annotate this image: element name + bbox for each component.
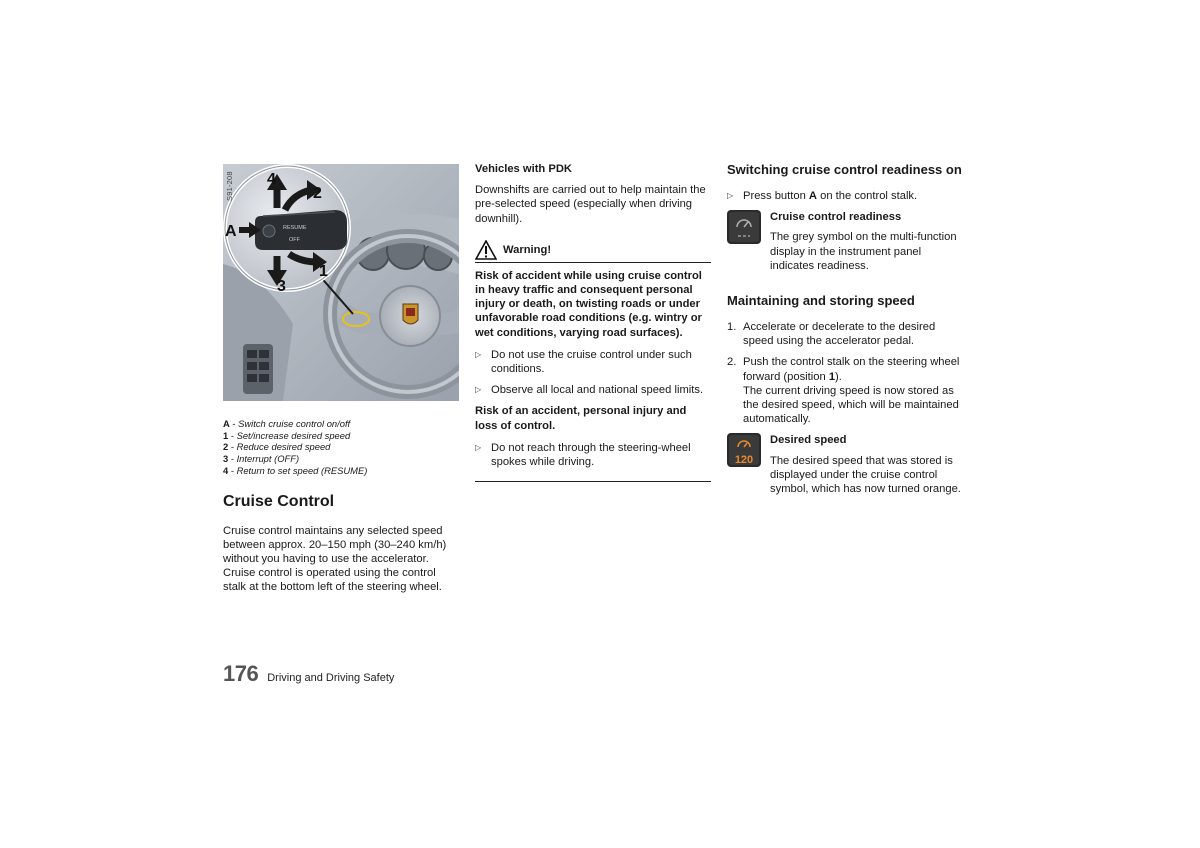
figure-label-1: 1 — [319, 263, 328, 280]
triangle-bullet-icon: ▷ — [475, 349, 482, 359]
triangle-bullet-icon: ▷ — [475, 385, 482, 395]
cruise-control-stalk-figure — [223, 164, 459, 401]
legend-item: A - Switch cruise control on/off — [223, 418, 351, 429]
desired-speed-title: Desired speed — [770, 434, 847, 447]
warning-box — [475, 269, 711, 482]
right-column — [727, 162, 963, 506]
risk-text-2: Risk of an accident, personal injury and loss of control. — [475, 405, 687, 432]
legend-item: 3 - Interrupt (OFF) — [223, 453, 300, 465]
readiness-info — [727, 210, 963, 273]
figure-label-4: 4 — [267, 171, 276, 188]
pdk-paragraph: Downshifts are carried out to help maintain the pre-selected speed (especially when driving downhill). — [475, 184, 706, 225]
readiness-title: Cruise control readiness — [770, 211, 902, 224]
warning-bullet: ▷ Do not reach through the steering-wheel spokes while driving. — [475, 441, 691, 469]
stalk-resume-text: RESUME — [283, 225, 307, 231]
page-footer — [223, 661, 394, 687]
legend-item: 2 - Reduce desired speed — [223, 441, 331, 453]
warning-label: Warning! — [503, 243, 552, 256]
warning-bullet: ▷ Do not use the cruise control under such conditions. — [475, 348, 692, 376]
left-column — [223, 164, 459, 595]
pdk-subheading: Vehicles with PDK — [475, 163, 572, 175]
step-item: 2. Push the control stalk on the steering wheel forward (position 1). The current driving speed is now stored as the desired speed, which will be maintained automatically. — [727, 356, 960, 426]
figure-label-a: A — [225, 223, 237, 240]
readiness-heading: Switching cruise control readiness on — [727, 162, 962, 177]
stalk-off-text: OFF — [289, 237, 300, 243]
stalk-illustration — [223, 164, 459, 401]
warning-header — [475, 240, 711, 263]
page-title: Cruise Control — [223, 492, 335, 510]
page-number: 176 — [223, 661, 259, 686]
warning-icon — [475, 240, 497, 260]
warning-bullet: ▷ Observe all local and national speed limits. — [475, 384, 704, 397]
cruise-readiness-grey-icon — [727, 210, 761, 244]
triangle-bullet-icon: ▷ — [475, 442, 482, 452]
desired-speed-value: 120 — [734, 454, 754, 467]
legend-item: 4 - Return to set speed (RESUME) — [223, 464, 368, 476]
legend-item: 1 - Set/increase desired speed — [223, 429, 351, 441]
intro-paragraph: Cruise control maintains any selected speed between approx. 20–150 mph (30–240 km/h) without you having to use the accelerator. Cruise control is operated using the control stalk at the bottom left of the steering wheel. — [223, 524, 447, 594]
figure-label-2: 2 — [313, 185, 322, 202]
desired-speed-text: The desired speed that was stored is displayed under the cruise control symbol, which has now turned orange. — [770, 454, 961, 496]
readiness-bullet: ▷ Press button A on the control stalk. — [727, 190, 918, 202]
figure-label-3: 3 — [277, 278, 286, 295]
risk-text-1: Risk of accident while using cruise control in heavy traffic and consequent personal injury or death, on twisting roads or under unfavorable road conditions (e.g. wintry or wet conditions, varying road surfaces). — [475, 269, 702, 339]
middle-column — [475, 162, 711, 482]
figure-code: S91-208 — [225, 171, 234, 201]
maintaining-heading: Maintaining and storing speed — [727, 293, 915, 309]
readiness-text: The grey symbol on the multi-function display in the instrument panel indicates readiness. — [770, 231, 957, 272]
triangle-bullet-icon: ▷ — [727, 191, 734, 200]
desired-speed-info — [727, 433, 963, 496]
figure-legend — [223, 418, 459, 477]
cruise-desired-speed-orange-icon — [727, 433, 761, 467]
step-item: 1. Accelerate or decelerate to the desired speed using the accelerator pedal. — [727, 321, 936, 348]
section-name: Driving and Driving Safety — [267, 672, 395, 684]
